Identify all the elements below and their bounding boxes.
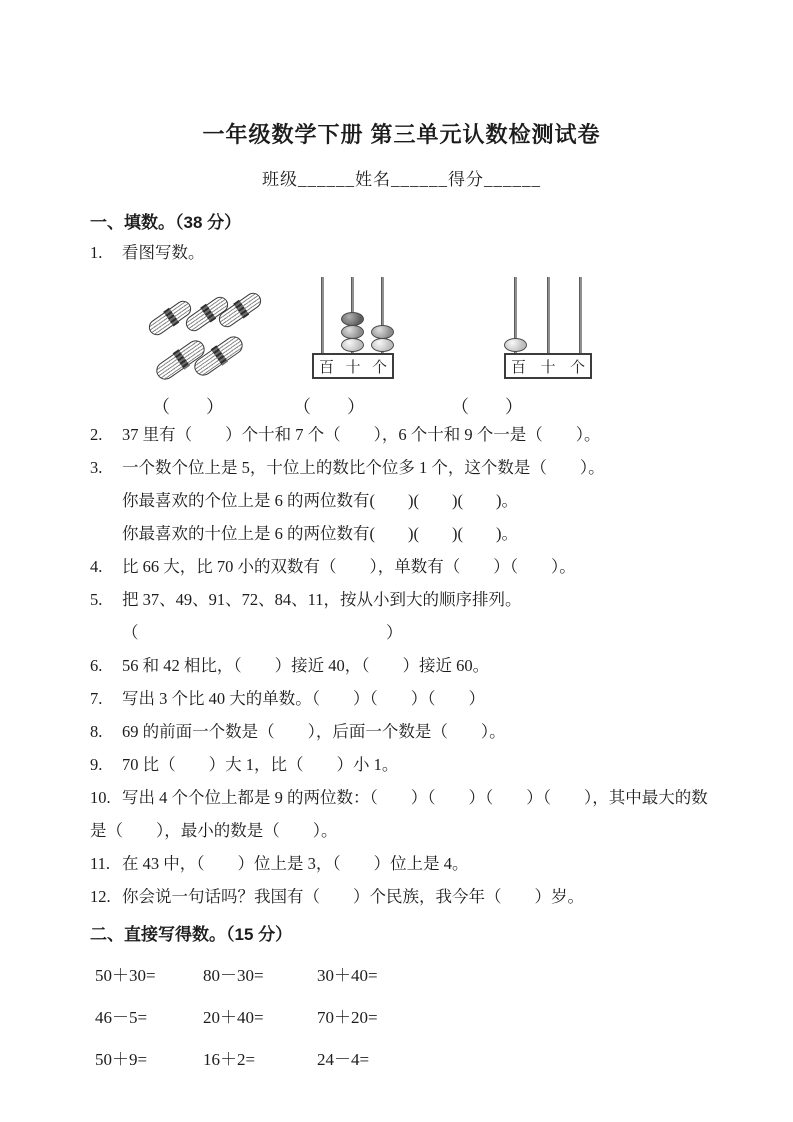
question-10-continued	[90, 821, 713, 841]
question-3-sub-2	[90, 524, 713, 544]
calc-item: 30＋40=	[317, 966, 378, 985]
question-1-text: 看图写数。	[122, 243, 205, 262]
question-text: 写出 3 个比 40 大的单数。（ ）（ ）（ ）	[122, 689, 485, 708]
abacus-rod-tens	[547, 277, 550, 355]
question-6	[90, 656, 713, 676]
calc-grid	[90, 961, 713, 1070]
question-text: 是（ ），最小的数是（ ）。	[90, 821, 338, 840]
question-text: 在 43 中，（ ）位上是 3，（ ）位上是 4。	[122, 854, 469, 873]
question-number: 12.	[90, 887, 111, 906]
question-number: 5.	[90, 590, 103, 609]
question-text: 你最喜欢的个位上是 6 的两位数有( )( )( )。	[122, 491, 518, 510]
question-9	[90, 755, 713, 775]
question-3	[90, 458, 713, 478]
question-number: 3.	[90, 458, 103, 477]
question-text: 比 66 大，比 70 小的双数有（ ），单数有（ ）（ ）。	[122, 557, 576, 576]
abacus-bead	[341, 312, 364, 326]
label-tens: 十	[345, 359, 361, 376]
question-text: 把 37、49、91、72、84、11，按从小到大的顺序排列。	[122, 590, 522, 609]
question-number: 11.	[90, 854, 111, 873]
section1-heading: 一、填数。（38 分）	[90, 213, 242, 232]
question-number: 9.	[90, 755, 103, 774]
abacus-figure-1	[312, 277, 394, 379]
calc-item: 46－5=	[95, 1008, 148, 1027]
question-text: 你最喜欢的十位上是 6 的两位数有( )( )( )。	[122, 524, 518, 543]
question-text: 56 和 42 相比，（ ）接近 40，（ ）接近 60。	[122, 656, 490, 675]
question-text: 你会说一句话吗？我国有（ ）个民族，我今年（ ）岁。	[122, 887, 584, 906]
abacus-bead	[341, 325, 364, 339]
answer-blank: （ ）	[451, 397, 523, 417]
abacus-bead	[341, 338, 364, 352]
abacus-place-labels	[504, 353, 592, 379]
question-number: 8.	[90, 722, 103, 741]
label-ones: 个	[569, 359, 585, 376]
question-10	[90, 788, 713, 808]
student-info-line: 班级______姓名______得分______	[262, 170, 541, 189]
page-title: 一年级数学下册 第三单元认数检测试卷	[202, 122, 601, 147]
calc-item: 50＋9=	[95, 1050, 148, 1069]
question-number: 4.	[90, 557, 103, 576]
label-hundreds: 百	[319, 359, 335, 376]
answer-blank: （ ）	[293, 397, 365, 417]
question-1	[90, 243, 713, 263]
question-11	[90, 854, 713, 874]
abacus-rod-ones	[579, 277, 582, 355]
question-3-sub-1	[90, 491, 713, 511]
question-5	[90, 590, 713, 610]
question-number: 6.	[90, 656, 103, 675]
abacus-rod-hundreds	[321, 277, 324, 355]
abacus-bead	[504, 338, 527, 352]
question-text: （ ）	[122, 623, 403, 642]
question-8	[90, 722, 713, 742]
calc-item: 70＋20=	[317, 1008, 378, 1027]
question-text: 一个数个位上是 5，十位上的数比个位多 1 个，这个数是（ ）。	[122, 458, 605, 477]
question-text: 写出 4 个个位上都是 9 的两位数：（ ）（ ）（ ）（ ），其中最大的数	[122, 788, 708, 807]
calc-item: 16＋2=	[203, 1050, 256, 1069]
q1-figures	[90, 267, 713, 419]
abacus-bead	[371, 325, 394, 339]
label-tens: 十	[540, 359, 556, 376]
question-4	[90, 557, 713, 577]
label-hundreds: 百	[511, 359, 527, 376]
question-number: 7.	[90, 689, 103, 708]
question-text: 37 里有（ ）个十和 7 个（ ），6 个十和 9 个一是（ ）。	[122, 425, 601, 444]
question-7	[90, 689, 713, 709]
question-text: 70 比（ ）大 1，比（ ）小 1。	[122, 755, 399, 774]
question-text: 69 的前面一个数是（ ），后面一个数是（ ）。	[122, 722, 506, 741]
label-ones: 个	[371, 359, 387, 376]
calc-item: 20＋40=	[203, 1008, 264, 1027]
question-5-answer-blank	[90, 623, 713, 643]
question-2	[90, 425, 713, 445]
abacus-place-labels	[312, 353, 394, 379]
question-12	[90, 887, 713, 907]
question-number: 10.	[90, 788, 111, 807]
calc-item: 80－30=	[203, 966, 264, 985]
abacus-figure-2	[504, 277, 592, 379]
question-1-number: 1.	[90, 243, 103, 262]
calc-item: 50＋30=	[95, 966, 156, 985]
answer-blank: （ ）	[152, 397, 224, 417]
abacus-bead	[371, 338, 394, 352]
question-number: 2.	[90, 425, 103, 444]
section2-heading: 二、直接写得数。（15 分）	[90, 925, 293, 944]
calc-item: 24－4=	[317, 1050, 370, 1069]
